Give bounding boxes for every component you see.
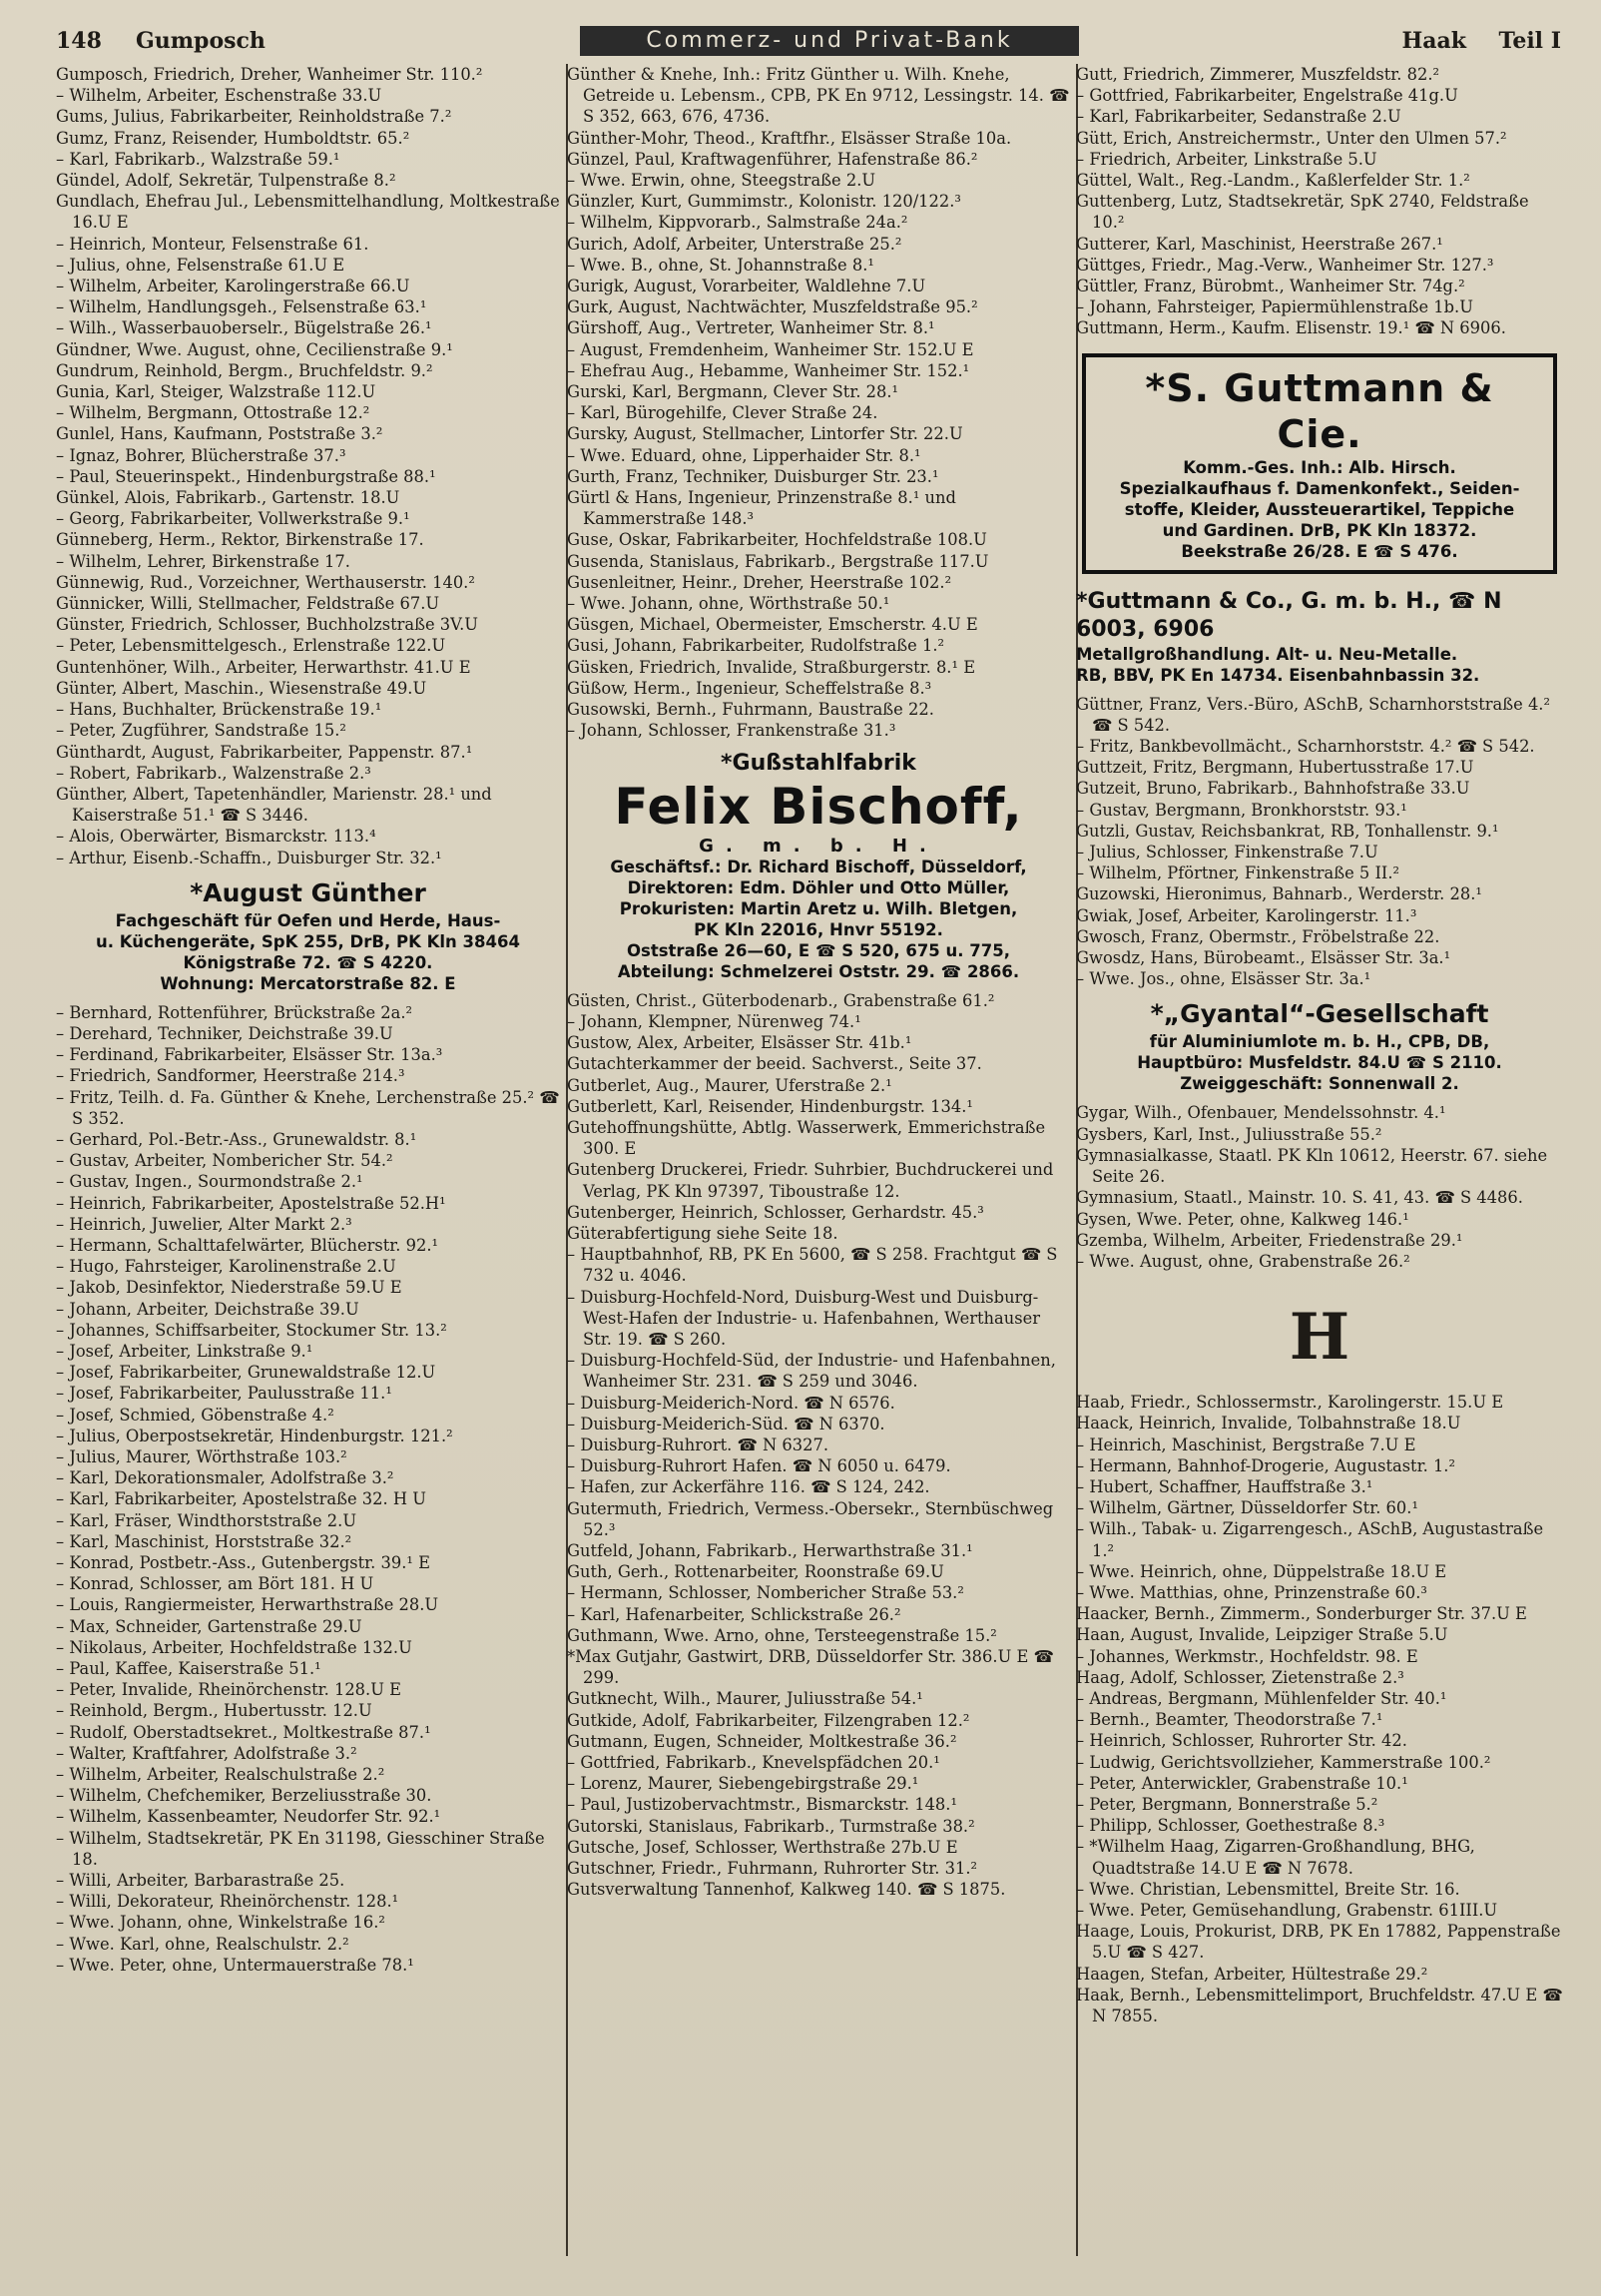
ad-line: Hauptbüro: Musfeldstr. 84.U ☎ S 2110. [1137, 1053, 1502, 1073]
directory-entry: – Wwe. Johann, ohne, Winkelstraße 16.² [56, 1913, 385, 1933]
directory-entry: Gymnasialkasse, Staatl. PK Kln 10612, Heerstr. 67. siehe Seite 26. [1076, 1145, 1548, 1187]
directory-entry: – Bernh., Beamter, Theodorstraße 7.¹ [1076, 1710, 1383, 1730]
directory-entry: – Walter, Kraftfahrer, Adolfstraße 3.² [56, 1743, 357, 1763]
ad-line: Geschäftsf.: Dr. Richard Bischoff, Düsseldorf, [610, 857, 1027, 876]
directory-entry: – Ludwig, Gerichtsvollzieher, Kammerstraße 100.² [1076, 1752, 1491, 1772]
directory-entry: – Heinrich, Fabrikarbeiter, Apostelstraße 52.H¹ [56, 1193, 446, 1213]
directory-entry: – Jakob, Desinfektor, Niederstraße 59.U E [56, 1278, 402, 1298]
directory-entry: – Philipp, Schlosser, Goethestraße 8.³ [1076, 1816, 1385, 1836]
ad-line: Metallgroßhandlung. Alt- u. Neu-Metalle. [1076, 644, 1458, 664]
directory-entry: – Peter, Anterwickler, Grabenstraße 10.¹ [1076, 1773, 1408, 1793]
ad-pretitle: *Gußstahlfabrik [721, 750, 916, 776]
directory-entry: Güterabfertigung siehe Seite 18. [567, 1223, 838, 1243]
directory-entry: Guttenberg, Lutz, Stadtsekretär, SpK 2740, Feldstraße 10.² [1076, 192, 1529, 233]
directory-entry: Güttel, Walt., Reg.-Landm., Kaßlerfelder Str. 1.² [1076, 171, 1470, 191]
directory-entry: – Fritz, Bankbevollmächt., Scharnhorststr. 4.² ☎ S 542. [1076, 737, 1535, 757]
directory-entry: – Paul, Kaffee, Kaiserstraße 51.¹ [56, 1659, 321, 1679]
page-number: 148 [56, 28, 102, 54]
directory-entry: – Wilhelm, Bergmann, Ottostraße 12.² [56, 403, 370, 423]
directory-entry: – Wwe. Christian, Lebensmittel, Breite Str. 16. [1076, 1879, 1460, 1899]
directory-entry: Güttner, Franz, Vers.-Büro, ASchB, Scharnhorststraße 4.² ☎ S 542. [1076, 694, 1551, 735]
directory-entry: Gutzeit, Bruno, Fabrikarb., Bahnhofstraße 33.U [1076, 779, 1470, 799]
directory-entry: – Johann, Schlosser, Frankenstraße 31.³ [567, 721, 896, 741]
directory-entry: – Arthur, Eisenb.-Schaffn., Duisburger Str. 32.¹ [56, 848, 442, 867]
directory-entry: Gurth, Franz, Techniker, Duisburger Str. 23.¹ [567, 466, 939, 486]
directory-entry: – Heinrich, Schlosser, Ruhrorter Str. 42. [1076, 1731, 1407, 1751]
directory-entry: Günkel, Alois, Fabrikarb., Gartenstr. 18.U [56, 488, 400, 508]
directory-entry: Günnewig, Rud., Vorzeichner, Werthauserstr. 140.² [56, 572, 475, 592]
directory-entry: Gutberlett, Karl, Reisender, Hindenburgstr. 134.¹ [567, 1096, 973, 1116]
entry-list [1076, 1392, 1563, 2026]
directory-entry: Gürshoff, Aug., Vertreter, Wanheimer Str. 8.¹ [567, 318, 935, 338]
directory-entry: – Karl, Maschinist, Horststraße 32.² [56, 1531, 352, 1551]
directory-entry: Gumz, Franz, Reisender, Humboldtstr. 65.² [56, 128, 410, 148]
directory-entry: – Wilhelm, Arbeiter, Karolingerstraße 66.U [56, 277, 410, 296]
directory-entry: Günster, Friedrich, Schlosser, Buchholzstraße 3V.U [56, 615, 478, 635]
directory-entry: – Derehard, Techniker, Deichstraße 39.U [56, 1023, 393, 1043]
directory-entry: Güsgen, Michael, Obermeister, Emscherstr. 4.U E [567, 615, 978, 635]
directory-entry: Gutehoffnungshütte, Abtlg. Wasserwerk, Emmerichstraße 300. E [567, 1117, 1046, 1159]
directory-entry: Gutfeld, Johann, Fabrikarb., Herwarthstraße 31.¹ [567, 1540, 973, 1560]
directory-entry: – Wilhelm, Kassenbeamter, Neudorfer Str. 92.¹ [56, 1807, 441, 1827]
directory-entry: Gutenberg Druckerei, Friedr. Suhrbier, Buchdruckerei und Verlag, PK Kln 97397, Tiboustraße 12. [567, 1160, 1054, 1201]
entry-list [567, 990, 1070, 1901]
directory-entry: – Karl, Dekorationsmaler, Adolfstraße 3.² [56, 1468, 394, 1488]
directory-entry: Güsken, Friedrich, Invalide, Straßburgerstr. 8.¹ E [567, 657, 976, 677]
directory-entry: – Wilhelm, Arbeiter, Eschenstraße 33.U [56, 86, 382, 106]
directory-entry: Günthardt, August, Fabrikarbeiter, Pappenstr. 87.¹ [56, 742, 473, 762]
directory-entry: Günther & Knehe, Inh.: Fritz Günther u. Wilh. Knehe, Getreide u. Lebensm., CPB, PK En 9712, Lessingstr. 14. ☎ S 352, 663, 676, 4736. [567, 65, 1070, 127]
bank-banner: Commerz- und Privat-Bank [580, 26, 1079, 56]
directory-entry: Günzel, Paul, Kraftwagenführer, Hafenstraße 86.² [567, 149, 978, 169]
directory-entry: – Friedrich, Sandformer, Heerstraße 214.³ [56, 1066, 405, 1086]
directory-entry: – Louis, Rangiermeister, Herwarthstraße 28.U [56, 1595, 439, 1615]
directory-entry: Gums, Julius, Fabrikarbeiter, Reinholdstraße 7.² [56, 107, 452, 127]
entry-list [56, 64, 560, 868]
directory-entry: Gündel, Adolf, Sekretär, Tulpenstraße 8.² [56, 171, 396, 191]
directory-entry: – Max, Schneider, Gartenstraße 29.U [56, 1616, 362, 1636]
directory-entry: – Hans, Buchhalter, Brückenstraße 19.¹ [56, 700, 382, 720]
directory-entry: Güttler, Franz, Bürobmt., Wanheimer Str. 74g.² [1076, 277, 1465, 296]
ad-title: *Guttmann & Co., G. m. b. H., ☎ N 6003, 6906 [1076, 588, 1502, 642]
directory-entry: – Wilhelm, Pförtner, Finkenstraße 5 II.² [1076, 863, 1400, 883]
directory-entry: Gusenleitner, Heinr., Dreher, Heerstraße 102.² [567, 572, 952, 592]
directory-entry: Gürtl & Hans, Ingenieur, Prinzenstraße 8.¹ und Kammerstraße 148.³ [567, 488, 956, 529]
directory-entry: – Johannes, Werkmstr., Hochfeldstr. 98. E [1076, 1646, 1418, 1666]
directory-entry: Gutterer, Karl, Maschinist, Heerstraße 267.¹ [1076, 234, 1443, 254]
ad-guttmann-co [1076, 588, 1563, 686]
directory-entry: – Wilhelm, Stadtsekretär, PK En 31198, Giesschiner Straße 18. [56, 1828, 545, 1869]
directory-entry: – Wilh., Tabak- u. Zigarrengesch., ASchB, Augustastraße 1.² [1076, 1519, 1544, 1560]
directory-entry: – Wilhelm, Handlungsgeh., Felsenstraße 63.¹ [56, 297, 427, 317]
ad-line: Wohnung: Mercatorstraße 82. E [160, 973, 456, 993]
directory-entry: – Johann, Klempner, Nürenweg 74.¹ [567, 1011, 861, 1031]
directory-entry: Haak, Bernh., Lebensmittelimport, Bruchfeldstr. 47.U E ☎ N 7855. [1076, 1985, 1563, 2025]
column-1 [56, 64, 568, 2256]
ad-line: Abteilung: Schmelzerei Oststr. 29. ☎ 2866. [617, 961, 1020, 981]
directory-entry: – Friedrich, Arbeiter, Linkstraße 5.U [1076, 149, 1377, 169]
directory-entry: Haage, Louis, Prokurist, DRB, PK En 17882, Pappenstraße 5.U ☎ S 427. [1076, 1922, 1561, 1963]
ad-gyantal [1076, 997, 1563, 1094]
directory-entry: Güsten, Christ., Güterbodenarb., Grabenstraße 61.² [567, 990, 995, 1010]
directory-entry: Gutschner, Friedr., Fuhrmann, Ruhrorter Str. 31.² [567, 1859, 978, 1879]
directory-entry: – Wilhelm, Lehrer, Birkenstraße 17. [56, 551, 350, 571]
directory-entry: – Rudolf, Oberstadtsekret., Moltkestraße 87.¹ [56, 1722, 431, 1742]
directory-entry: – Gottfried, Fabrikarb., Knevelspfädchen 20.¹ [567, 1753, 940, 1773]
ad-line: PK Kln 22016, Hnvr 55192. [694, 919, 943, 939]
entry-list [1076, 1102, 1563, 1272]
ad-title: *S. Guttmann & Cie. [1145, 365, 1494, 456]
directory-entry: – Johannes, Schiffsarbeiter, Stockumer Str. 13.² [56, 1320, 447, 1340]
directory-entry: – Peter, Invalide, Rheinörchenstr. 128.U E [56, 1680, 401, 1700]
ad-line: Spezialkaufhaus f. Damenkonfekt., Seiden- [1119, 478, 1520, 498]
directory-entry: – Julius, Maurer, Wörthstraße 103.² [56, 1446, 347, 1466]
directory-entry: Gutsche, Josef, Schlosser, Werthstraße 27b.U E [567, 1837, 958, 1857]
directory-entry: – Hugo, Fahrsteiger, Karolinenstraße 2.U [56, 1257, 396, 1277]
column-2 [567, 64, 1078, 2256]
page-header [56, 26, 1561, 60]
ad-line: stoffe, Kleider, Aussteuerartikel, Teppiche [1124, 499, 1515, 519]
directory-entry: – Wwe. Heinrich, ohne, Düppelstraße 18.U E [1076, 1561, 1447, 1581]
directory-entry: – Karl, Bürogehilfe, Clever Straße 24. [567, 403, 878, 423]
directory-entry: – Wwe. Eduard, ohne, Lipperhaider Str. 8.¹ [567, 445, 921, 465]
directory-entry: Gunlel, Hans, Kaufmann, Poststraße 3.² [56, 424, 383, 444]
directory-entry: – Wwe. Karl, ohne, Realschulstr. 2.² [56, 1934, 349, 1954]
directory-entry: – Paul, Steuerinspekt., Hindenburgstraße 88.¹ [56, 466, 436, 486]
ad-line: Königstraße 72. ☎ S 4220. [183, 952, 433, 972]
directory-entry: – Fritz, Teilh. d. Fa. Günther & Knehe, Lerchenstraße 25.² ☎ S 352. [56, 1087, 560, 1128]
directory-entry: – Wwe. Peter, Gemüsehandlung, Grabenstr. 61III.U [1076, 1900, 1498, 1920]
ad-august-guenther [56, 876, 560, 994]
directory-entry: – Ferdinand, Fabrikarbeiter, Elsässer Str. 13a.³ [56, 1045, 443, 1065]
ad-subtitle: G. m. b. H. [699, 835, 938, 857]
directory-entry: Gurski, Karl, Bergmann, Clever Str. 28.¹ [567, 382, 899, 402]
directory-entry: – Wilhelm, Arbeiter, Realschulstraße 2.² [56, 1765, 385, 1785]
directory-entry: Güttges, Friedr., Mag.-Verw., Wanheimer Str. 127.³ [1076, 255, 1494, 275]
directory-entry: Guthmann, Wwe. Arno, ohne, Tersteegenstraße 15.² [567, 1625, 997, 1645]
directory-entry: *Max Gutjahr, Gastwirt, DRB, Düsseldorfer Str. 386.U E ☎ 299. [567, 1647, 1054, 1688]
directory-entry: – Johann, Arbeiter, Deichstraße 39.U [56, 1299, 359, 1319]
directory-entry: Günter, Albert, Maschin., Wiesenstraße 49.U [56, 678, 427, 698]
directory-entry: Gunia, Karl, Steiger, Walzstraße 112.U [56, 382, 376, 402]
directory-entry: – Wwe. B., ohne, St. Johannstraße 8.¹ [567, 255, 874, 275]
ad-line: u. Küchengeräte, SpK 255, DrB, PK Kln 38464 [96, 931, 520, 951]
directory-entry: – Gustav, Ingen., Sourmondstraße 2.¹ [56, 1172, 363, 1192]
directory-entry: – Duisburg-Ruhrort Hafen. ☎ N 6050 u. 6479. [567, 1456, 951, 1476]
directory-entry: – Hermann, Schlosser, Nombericher Straße 53.² [567, 1583, 964, 1603]
entry-list [567, 64, 1070, 742]
directory-entry: Gusowski, Bernh., Fuhrmann, Baustraße 22. [567, 700, 934, 720]
directory-entry: Haag, Adolf, Schlosser, Zietenstraße 2.³ [1076, 1667, 1404, 1687]
directory-entry: – Duisburg-Meiderich-Nord. ☎ N 6576. [567, 1393, 895, 1413]
directory-entry: – *Wilhelm Haag, Zigarren-Großhandlung, BHG, Quadtstraße 14.U E ☎ N 7678. [1076, 1837, 1475, 1878]
directory-entry: – Bernhard, Rottenführer, Brückstraße 2a.² [56, 1002, 413, 1022]
directory-entry: – Peter, Lebensmittelgesch., Erlenstraße 122.U [56, 636, 446, 656]
directory-entry: Gurigk, August, Vorarbeiter, Waldlehne 7.U [567, 277, 926, 296]
directory-entry: – Wwe. Johann, ohne, Wörthstraße 50.¹ [567, 594, 890, 614]
directory-entry: – Konrad, Postbetr.-Ass., Gutenbergstr. 39.¹ E [56, 1553, 430, 1572]
directory-entry: – Ignaz, Bohrer, Blücherstraße 37.³ [56, 445, 346, 465]
directory-entry: – Gerhard, Pol.-Betr.-Ass., Grunewaldstr. 8.¹ [56, 1129, 417, 1149]
directory-entry: – Josef, Schmied, Göbenstraße 4.² [56, 1405, 334, 1425]
directory-entry: – Wwe. August, ohne, Grabenstraße 26.² [1076, 1251, 1410, 1271]
directory-entry: Gygar, Wilh., Ofenbauer, Mendelssohnstr. 4.¹ [1076, 1103, 1446, 1123]
directory-entry: Günther-Mohr, Theod., Kraftfhr., Elsässer Straße 10a. [567, 128, 1012, 148]
ad-line: Prokuristen: Martin Aretz u. Wilh. Bletgen, [619, 898, 1018, 918]
directory-entry: Gutkide, Adolf, Fabrikarbeiter, Filzengraben 12.² [567, 1710, 970, 1730]
directory-entry: – Lorenz, Maurer, Siebengebirgstraße 29.¹ [567, 1774, 919, 1794]
directory-entry: – Reinhold, Bergm., Hubertusstr. 12.U [56, 1701, 372, 1721]
directory-entry: – Peter, Zugführer, Sandstraße 15.² [56, 721, 346, 741]
directory-entry: Gymnasium, Staatl., Mainstr. 10. S. 41, 43. ☎ S 4486. [1076, 1188, 1523, 1208]
directory-entry: Günnicker, Willi, Stellmacher, Feldstraße 67.U [56, 594, 440, 614]
directory-entry: – Johann, Fahrsteiger, Papiermühlenstraße 1b.U [1076, 297, 1473, 317]
directory-entry: – Duisburg-Meiderich-Süd. ☎ N 6370. [567, 1414, 885, 1434]
directory-entry: Gutenberger, Heinrich, Schlosser, Gerhardstr. 45.³ [567, 1202, 984, 1222]
directory-entry: Günzler, Kurt, Gummimstr., Kolonistr. 120/122.³ [567, 192, 961, 212]
directory-entry: – Konrad, Schlosser, am Bört 181. H U [56, 1574, 374, 1594]
directory-entry: – Julius, Oberpostsekretär, Hindenburgstr. 121.² [56, 1426, 453, 1445]
directory-entry: – Ehefrau Aug., Hebamme, Wanheimer Str. 152.¹ [567, 360, 970, 380]
directory-entry: – Nikolaus, Arbeiter, Hochfeldstraße 132.U [56, 1637, 412, 1657]
directory-entry: – Andreas, Bergmann, Mühlenfelder Str. 40.¹ [1076, 1688, 1447, 1708]
directory-entry: – Josef, Arbeiter, Linkstraße 9.¹ [56, 1341, 313, 1361]
directory-entry: – Josef, Fabrikarbeiter, Grunewaldstraße 12.U [56, 1363, 436, 1383]
directory-entry: – Wwe. Jos., ohne, Elsässer Str. 3a.¹ [1076, 969, 1371, 989]
directory-entry: – August, Fremdenheim, Wanheimer Str. 152.U E [567, 339, 974, 359]
directory-entry: Gutmann, Eugen, Schneider, Moltkestraße 36.² [567, 1731, 957, 1751]
directory-entry: Haan, August, Invalide, Leipziger Straße 5.U [1076, 1625, 1448, 1645]
directory-entry: Güßow, Herm., Ingenieur, Scheffelstraße 8.³ [567, 678, 932, 698]
ad-title: Felix Bischoff, [614, 777, 1023, 836]
directory-entry: – Heinrich, Juwelier, Alter Markt 2.³ [56, 1214, 352, 1234]
directory-entry: – Wwe. Matthias, ohne, Prinzenstraße 60.³ [1076, 1582, 1427, 1602]
directory-entry: – Hafen, zur Ackerfähre 116. ☎ S 124, 242. [567, 1477, 930, 1497]
directory-entry: Gütt, Erich, Anstreichermstr., Unter den Ulmen 57.² [1076, 128, 1507, 148]
directory-entry: Gutsverwaltung Tannenhof, Kalkweg 140. ☎ S 1875. [567, 1880, 1006, 1900]
directory-entry: Gwosdz, Hans, Bürobeamt., Elsässer Str. 3a.¹ [1076, 948, 1451, 968]
directory-entry: Gysbers, Karl, Inst., Juliusstraße 55.² [1076, 1124, 1382, 1144]
directory-entry: – Wwe. Peter, ohne, Untermauerstraße 78.¹ [56, 1955, 414, 1975]
directory-entry: Gustow, Alex, Arbeiter, Elsässer Str. 41b.¹ [567, 1033, 912, 1053]
directory-entry: Haacker, Bernh., Zimmerm., Sonderburger Str. 37.U E [1076, 1604, 1527, 1624]
directory-entry: Gysen, Wwe. Peter, ohne, Kalkweg 146.¹ [1076, 1209, 1409, 1229]
directory-entry: – Karl, Fabrikarbeiter, Apostelstraße 32. H U [56, 1489, 426, 1509]
ad-line: Komm.-Ges. Inh.: Alb. Hirsch. [1183, 457, 1456, 477]
directory-entry: – Hubert, Schaffner, Hauffstraße 3.¹ [1076, 1476, 1373, 1496]
directory-entry: Gutzli, Gustav, Reichsbankrat, RB, Tonhallenstr. 9.¹ [1076, 821, 1499, 841]
directory-entry: – Hermann, Schalttafelwärter, Blücherstr. 92.¹ [56, 1235, 439, 1255]
directory-entry: – Karl, Fräser, Windthorststraße 2.U [56, 1510, 357, 1530]
directory-entry: Gundlach, Ehefrau Jul., Lebensmittelhandlung, Moltkestraße 16.U E [56, 192, 560, 233]
directory-entry: Gutorski, Stanislaus, Fabrikarb., Turmstraße 38.² [567, 1816, 975, 1836]
directory-entry: – Heinrich, Monteur, Felsenstraße 61. [56, 234, 369, 254]
directory-entry: Gündner, Wwe. August, ohne, Cecilienstraße 9.¹ [56, 339, 453, 359]
directory-entry: Gutermuth, Friedrich, Vermess.-Obersekr., Sternbüschweg 52.³ [567, 1498, 1054, 1539]
directory-entry: – Alois, Oberwärter, Bismarckstr. 113.⁴ [56, 827, 376, 847]
directory-entry: – Karl, Fabrikarbeiter, Sedanstraße 2.U [1076, 107, 1401, 127]
column-3 [1076, 64, 1563, 2256]
directory-entry: – Karl, Fabrikarb., Walzstraße 59.¹ [56, 149, 340, 169]
ad-title: *„Gyantal“-Gesellschaft [1150, 999, 1489, 1029]
ad-line: Fachgeschäft für Oefen und Herde, Haus- [115, 910, 501, 930]
directory-entry: – Peter, Bergmann, Bonnerstraße 5.² [1076, 1794, 1378, 1814]
directory-entry: Günneberg, Herm., Rektor, Birkenstraße 17. [56, 530, 424, 550]
directory-entry: Gzemba, Wilhelm, Arbeiter, Friedenstraße 29.¹ [1076, 1230, 1463, 1250]
directory-entry: Gwiak, Josef, Arbeiter, Karolingerstr. 11.³ [1076, 905, 1417, 925]
directory-entry: – Hauptbahnhof, RB, PK En 5600, ☎ S 258. Frachtgut ☎ S 732 u. 4046. [567, 1245, 1058, 1286]
ad-line: Direktoren: Edm. Döhler und Otto Müller, [627, 877, 1010, 897]
directory-entry: – Wilhelm, Gärtner, Düsseldorfer Str. 60.¹ [1076, 1498, 1418, 1518]
directory-entry: Guttzeit, Fritz, Bergmann, Hubertusstraße 17.U [1076, 758, 1474, 778]
directory-entry: – Robert, Fabrikarb., Walzenstraße 2.³ [56, 763, 371, 783]
directory-entry: – Gustav, Arbeiter, Nombericher Str. 54.² [56, 1151, 393, 1171]
ad-line: Beekstraße 26/28. E ☎ S 476. [1181, 541, 1458, 561]
directory-entry: – Willi, Dekorateur, Rheinörchenstr. 128.¹ [56, 1892, 399, 1912]
directory-entry: Haab, Friedr., Schlossermstr., Karolingerstr. 15.U E [1076, 1393, 1504, 1413]
ad-line: RB, BBV, PK En 14734. Eisenbahnbassin 32. [1076, 665, 1480, 685]
directory-entry: – Wwe. Erwin, ohne, Steegstraße 2.U [567, 171, 876, 191]
directory-entry: Gursky, August, Stellmacher, Lintorfer Str. 22.U [567, 424, 963, 444]
directory-entry: Gusenda, Stanislaus, Fabrikarb., Bergstraße 117.U [567, 551, 989, 571]
directory-entry: Gutknecht, Wilh., Maurer, Juliusstraße 54.¹ [567, 1689, 923, 1709]
directory-entry: Gurk, August, Nachtwächter, Muszfeldstraße 95.² [567, 297, 978, 317]
ad-line: Zweiggeschäft: Sonnenwall 2. [1180, 1074, 1459, 1094]
directory-entry: – Gottfried, Fabrikarbeiter, Engelstraße 41g.U [1076, 86, 1458, 106]
directory-entry: Günther, Albert, Tapetenhändler, Marienstr. 28.¹ und Kaiserstraße 51.¹ ☎ S 3446. [56, 784, 492, 826]
directory-entry: – Karl, Hafenarbeiter, Schlickstraße 26.² [567, 1604, 901, 1624]
directory-entry: – Duisburg-Ruhrort. ☎ N 6327. [567, 1435, 829, 1454]
directory-entry: – Josef, Fabrikarbeiter, Paulusstraße 11.¹ [56, 1384, 392, 1404]
directory-entry: – Wilhelm, Kippvorarb., Salmstraße 24a.² [567, 213, 908, 233]
directory-entry: Gurich, Adolf, Arbeiter, Unterstraße 25.² [567, 234, 902, 254]
directory-entry: Gumposch, Friedrich, Dreher, Wanheimer Str. 110.² [56, 65, 483, 84]
directory-entry: Guntenhöner, Wilh., Arbeiter, Herwarthstr. 41.U E [56, 657, 471, 677]
entry-list [1076, 694, 1563, 990]
directory-entry: – Duisburg-Hochfeld-Süd, der Industrie- und Hafenbahnen, Wanheimer Str. 231. ☎ S 259 und 3046. [567, 1351, 1056, 1392]
entry-list [1076, 64, 1563, 339]
directory-entry: – Julius, Schlosser, Finkenstraße 7.U [1076, 843, 1378, 862]
directory-entry: Gutberlet, Aug., Maurer, Uferstraße 2.¹ [567, 1075, 892, 1095]
header-last-entry: Haak [1401, 28, 1466, 54]
directory-entry: Gusi, Johann, Fabrikarbeiter, Rudolfstraße 1.² [567, 636, 945, 656]
directory-entry: – Paul, Justizobervachtmstr., Bismarckstr. 148.¹ [567, 1795, 957, 1815]
directory-entry: Gwosch, Franz, Obermstr., Fröbelstraße 22. [1076, 926, 1440, 946]
entry-list [56, 1002, 560, 1976]
directory-entry: – Julius, ohne, Felsenstraße 61.U E [56, 255, 345, 275]
ad-line: Oststraße 26—60, E ☎ S 520, 675 u. 775, [626, 940, 1010, 960]
section-letter: H [1289, 1300, 1350, 1376]
directory-entry: Gutt, Friedrich, Zimmerer, Muszfeldstr. 82.² [1076, 65, 1440, 84]
directory-entry: – Willi, Arbeiter, Barbarastraße 25. [56, 1871, 345, 1891]
directory-entry: Guttmann, Herm., Kaufm. Elisenstr. 19.¹ ☎ N 6906. [1076, 318, 1506, 338]
ad-felix-bischoff [567, 750, 1070, 982]
directory-entry: Gundrum, Reinhold, Bergm., Bruchfeldstr. 9.² [56, 360, 433, 380]
directory-entry: Guse, Oskar, Fabrikarbeiter, Hochfeldstraße 108.U [567, 530, 987, 550]
header-first-entry: Gumposch [136, 28, 266, 54]
directory-entry: – Wilhelm, Chefchemiker, Berzeliusstraße 30. [56, 1786, 432, 1806]
directory-entry: Haack, Heinrich, Invalide, Tolbahnstraße 18.U [1076, 1414, 1461, 1434]
directory-entry: Gutachterkammer der beeid. Sachverst., Seite 37. [567, 1054, 982, 1074]
directory-entry: Haagen, Stefan, Arbeiter, Hültestraße 29.² [1076, 1964, 1428, 1984]
ad-line: und Gardinen. DrB, PK Kln 18372. [1162, 520, 1477, 540]
directory-entry: – Gustav, Bergmann, Bronkhorststr. 93.¹ [1076, 800, 1407, 820]
part-label: Teil I [1498, 28, 1561, 54]
ad-line: für Aluminiumlote m. b. H., CPB, DB, [1149, 1032, 1490, 1052]
directory-entry: – Duisburg-Hochfeld-Nord, Duisburg-West und Duisburg-West-Hafen der Industrie- u. Hafenbahnen, Werthauser Str. 19. ☎ S 260. [567, 1287, 1040, 1349]
directory-entry: – Georg, Fabrikarbeiter, Vollwerkstraße 9.¹ [56, 509, 410, 529]
directory-entry: – Heinrich, Maschinist, Bergstraße 7.U E [1076, 1435, 1416, 1454]
directory-entry: Guth, Gerh., Rottenarbeiter, Roonstraße 69.U [567, 1562, 944, 1582]
directory-entry: Guzowski, Hieronimus, Bahnarb., Werderstr. 28.¹ [1076, 884, 1482, 904]
directory-entry: – Wilh., Wasserbauoberselr., Bügelstraße 26.¹ [56, 318, 432, 338]
directory-entry: – Hermann, Bahnhof-Drogerie, Augustastr. 1.² [1076, 1455, 1456, 1475]
ad-title: *August Günther [190, 877, 426, 907]
ad-s-guttmann [1082, 353, 1557, 574]
